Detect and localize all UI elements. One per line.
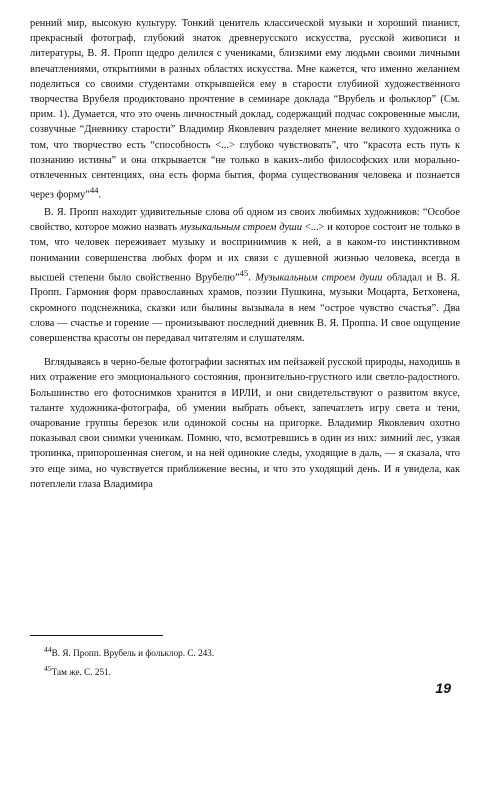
footnote-number: 45 xyxy=(44,664,52,674)
paragraph-1-end: . xyxy=(98,189,102,201)
paragraph-1 xyxy=(30,16,460,203)
paragraph-2-text-d: обладал и В. Я. Пропп. Гармония форм православных храмов, поэзии Пушкина, музыки Моцарта, Бетховена, скромного подснежника, сказки или былины вызывала в нем “острое чувство счастья”. Два слова — счастье и горение — пронизывают последний дневник В. Я. Проппа. И свое ощущение совершенства красоты он передавал читателям и слушателям. xyxy=(30,272,460,344)
page-number: 19 xyxy=(435,680,451,696)
footnote-divider xyxy=(30,635,163,636)
footnote-text: В. Я. Пропп. Врубель и фольклор. С. 243. xyxy=(51,648,215,659)
paragraph-2-text-b: <...> и которое состоит не только в том, что человек переживает музыку и воспринимчив к ней, а в каком-то инстинктивном понимании совершенства любых форм и их связи с душевной жизнью человека, всегда в высшей степени было свойственно Врубелю” xyxy=(30,222,461,284)
paragraph-2 xyxy=(30,205,460,346)
footnote-44 xyxy=(44,642,444,661)
footnote-text: Там же. С. 251. xyxy=(51,667,111,678)
paragraph-2-text-a: В. Я. Пропп находит удивительные слова об одном из своих любимых художников: “Особое свойство, которое можно назвать xyxy=(30,206,460,234)
footnotes xyxy=(44,642,444,680)
paragraph-3: Вглядываясь в черно-белые фотографии заснятых им пейзажей русской природы, находишь в них отражение его эмоционального состояния, пронзительно-грустного или светло-радостного. Большинство его фотоснимков хранится в ИРЛИ, и они свидетельствуют о развитом вкусе, таланте художника-фотографа, об умении выбрать объект, запечатлеть игру света и тени, очарование группы березок или одинокой сосны на пригорке. Владимир Яковлевич охотно показывал свои снимки ученикам. Помню, что, всмотревшись в один из них: зимний лес, узкая тропинка, припорошенная снегом, и на ней одинокие следы, уходящие в даль, — я сказала, что это еще зима, но чувствуется приближение весны, и что это уходящий день. И я увидела, как потеплели глаза Владимира xyxy=(30,357,460,490)
footnote-45 xyxy=(44,661,444,680)
paragraph-2-text-c: . xyxy=(248,272,256,284)
footnote-ref-45: 45 xyxy=(239,267,249,278)
main-text xyxy=(30,16,460,492)
footnote-ref-44: 44 xyxy=(89,185,99,196)
paragraph-2-italic-2: Музыкальным строем души xyxy=(255,272,383,284)
paragraph-2-italic-1: музыкальным строем души xyxy=(179,222,302,234)
footnote-number: 44 xyxy=(44,645,52,654)
paragraph-1-text: ренний мир, высокую культуру. Тонкий ценитель классической музыки и хороший пианист, прекрасный фотограф, глубокий знаток древнерусского искусства, русской живописи и литературы, В. Я. Пропп щедро делился с учениками, близкими ему людьми своими личными впечатлениями, открытиями в разных областях искусства. Мне кажется, что именно желанием поделиться со своими студентами открывшейся ему в старости глубиной художественного творчества Врубеля продиктовано прочтение в семинаре доклада “Врубель и фольклор” (См. прим. 1). Думается, что это очень личностный доклад, содержащий подчас сокровенные мысли, созвучные “Дневнику старости” Владимир Яковлевич разделяет мнение великого художника о том, что творчество есть “способность <...> глубоко чувствовать”, что “красота есть путь к познанию истины” и она открывается “не только в каких-либо философских или морально-отвлеченных сентенциях, она есть форма бытия, форма существования человека и познается через форму” xyxy=(30,18,460,201)
